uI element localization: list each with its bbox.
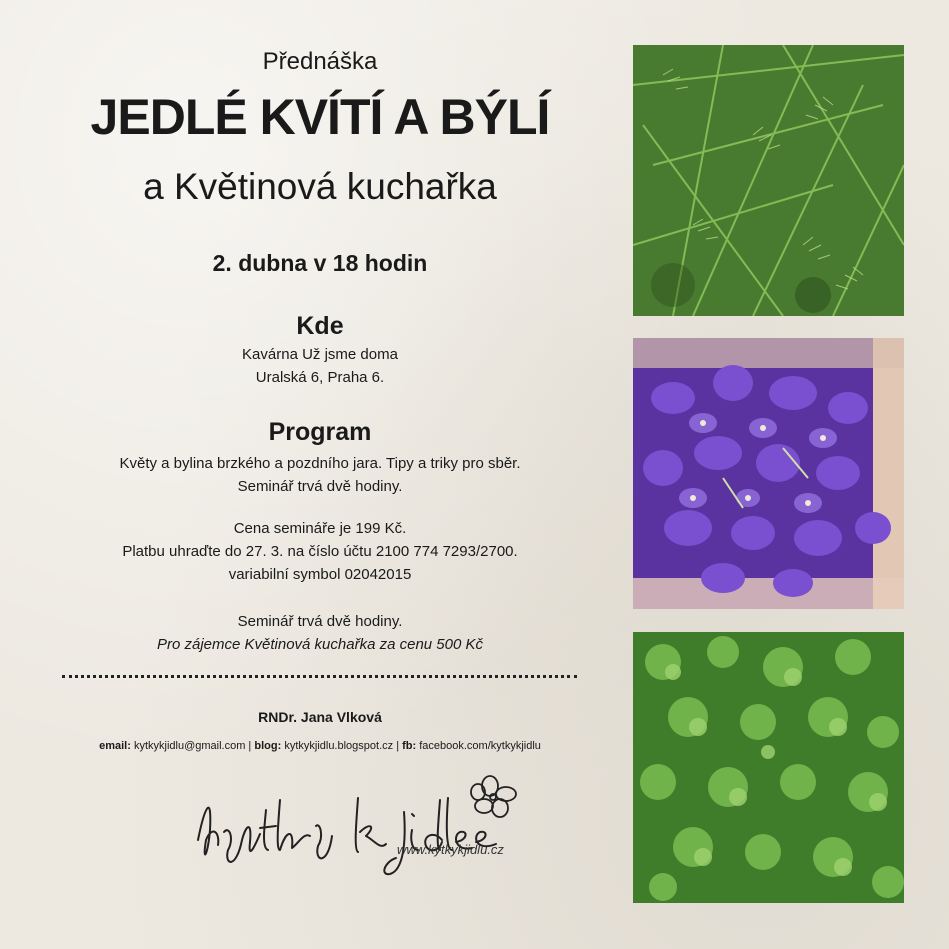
email-label: email: (99, 740, 131, 752)
contact-line (40, 740, 600, 752)
venue-address: Uralská 6, Praha 6. (255, 369, 385, 386)
chervil-photo (633, 632, 904, 903)
separator: | (245, 740, 255, 752)
author-name: RNDr. Jana Vlková (258, 709, 382, 725)
violets-photo (633, 338, 904, 609)
handwritten-signature-logo (190, 770, 530, 880)
fb-label: fb: (402, 740, 417, 752)
poster-subtitle: a Květinová kuchařka (143, 166, 497, 207)
payment-text: Platbu uhraďte do 27. 3. na číslo účtu 2100 774 7293/2700. (122, 543, 518, 560)
yarrow-photo (633, 45, 904, 316)
blog-label: blog: (254, 740, 282, 752)
chervil-leaves-image (633, 632, 904, 903)
event-date: 2. dubna v 18 hodin (212, 250, 428, 276)
dotted-divider (62, 675, 577, 678)
facebook-link[interactable]: facebook.com/kytkykjidlu (419, 740, 541, 752)
program-description: Květy a bylina brzkého a pozdního jara. Tipy a triky pro sběr. (119, 455, 521, 472)
price-text: Cena semináře je 199 Kč. (233, 520, 407, 537)
seminar-duration: Seminář trvá dvě hodiny. (237, 613, 403, 630)
program-duration: Seminář trvá dvě hodiny. (237, 478, 403, 495)
violet-flowers-image (633, 338, 904, 609)
where-heading: Kde (296, 312, 344, 340)
cookbook-offer: Pro zájemce Květinová kuchařka za cenu 500 Kč (156, 636, 483, 653)
separator: | (393, 740, 403, 752)
poster-title: JEDLÉ KVÍTÍ A BÝLÍ (90, 89, 550, 145)
program-heading: Program (268, 418, 372, 446)
yarrow-leaves-image (633, 45, 904, 316)
kicker: Přednáška (262, 48, 378, 75)
poster-text-column (40, 0, 600, 949)
blog-link[interactable]: kytkykjidlu.blogspot.cz (284, 740, 394, 752)
website-url[interactable]: www.kytkykjidlu.cz (397, 842, 504, 857)
email-link[interactable]: kytkykjidlu@gmail.com (133, 740, 246, 752)
venue-name: Kavárna Už jsme doma (242, 346, 398, 363)
variable-symbol: variabilní symbol 02042015 (228, 566, 412, 583)
